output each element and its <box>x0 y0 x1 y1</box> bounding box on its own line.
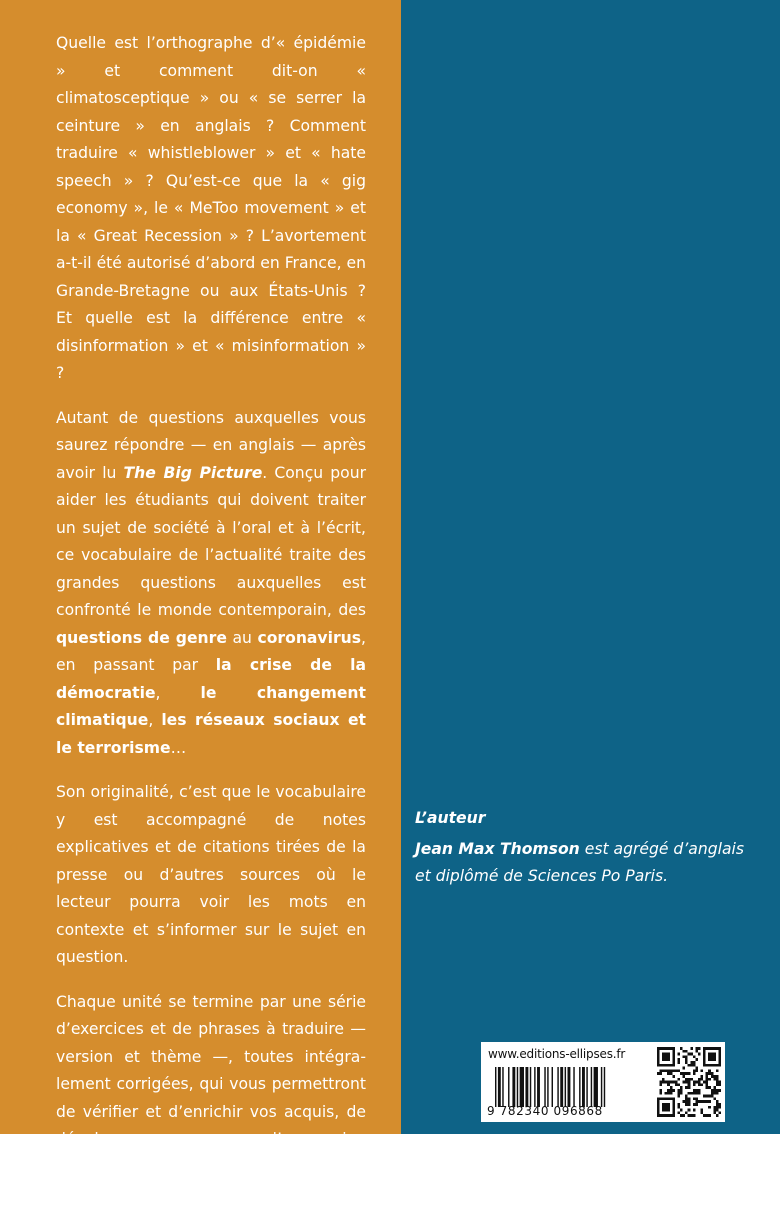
blurb-paragraph-1: Quelle est l’orthographe d’« épidémie » et comment dit-on « climatosceptique » ou « se serrer la ceinture » en anglais ? Comment traduire « whistleblower » et « hate speech » ? Qu’est-ce que la « gig economy », le « MeToo movement » et la « Great Recession » ? L’avortement a-t-il été autorisé d’abord en France, en Grande-Bretagne ou aux États-Unis ? Et quelle est la différence entre « disinformation » et « misinformation » ? <box>56 34 366 382</box>
bold-topic: questions de genre <box>56 628 227 647</box>
barcode-panel <box>481 1042 725 1122</box>
text-span: … <box>170 738 187 757</box>
right-panel <box>401 0 780 1134</box>
author-bio <box>415 836 745 890</box>
bold-topic: coronavirus <box>257 628 362 647</box>
bold-topic: le changement climatique <box>56 683 366 729</box>
author-name: Jean Max Thomson <box>415 840 580 858</box>
blurb-paragraph-4: Chaque unité se termine par une série d’exercices et de phrases à traduire — version et thème —, toutes intégralement corrigées, qui vous permettront de vérifier et d’enrichir vos acquis, de développer vos moyens d’expression en anglais, et bien sûr de vous entraîner aux épreuves de traduction. <box>56 992 366 1203</box>
text-span: , en passant par <box>56 628 366 674</box>
text-span: . Conçu pour aider les étudiants qui doivent traiter un sujet de société à l’oral et à l’écrit, ce vocabulaire de l’actualité traite des grandes questions auxquelles est confronté le monde contemporain, des <box>56 463 367 619</box>
qr-code-icon <box>657 1047 721 1117</box>
bold-topic: les réseaux sociaux et le terrorisme <box>56 711 366 757</box>
bold-topic: la crise de la démocratie <box>56 656 366 702</box>
book-title: The Big Picture <box>123 463 263 482</box>
text-span: Autant de questions auxquelles vous saurez répondre — en anglais — après avoir lu <box>56 408 366 482</box>
text-span: , <box>148 711 162 729</box>
text-span: , <box>155 683 201 702</box>
blurb-text <box>56 30 366 1226</box>
author-block <box>415 805 745 890</box>
barcode-icon <box>495 1067 645 1107</box>
publisher-url: www.editions-ellipses.fr <box>488 1047 626 1061</box>
author-description: est agrégé d’anglais et diplômé de Sciences Po Paris. <box>415 840 744 885</box>
author-heading: L’auteur <box>415 809 486 827</box>
blurb-paragraph-2 <box>56 405 366 763</box>
text-span: au <box>226 628 258 647</box>
isbn-number: 9 782340 096868 <box>487 1104 603 1118</box>
blurb-paragraph-3: Son originalité, c’est que le vocabulaire y est accompagné de notes explicatives et de citations tirées de la presse ou d’autres sources où le lecteur pourra voir les mots en contexte et s’informer sur le sujet en question. <box>56 783 366 966</box>
